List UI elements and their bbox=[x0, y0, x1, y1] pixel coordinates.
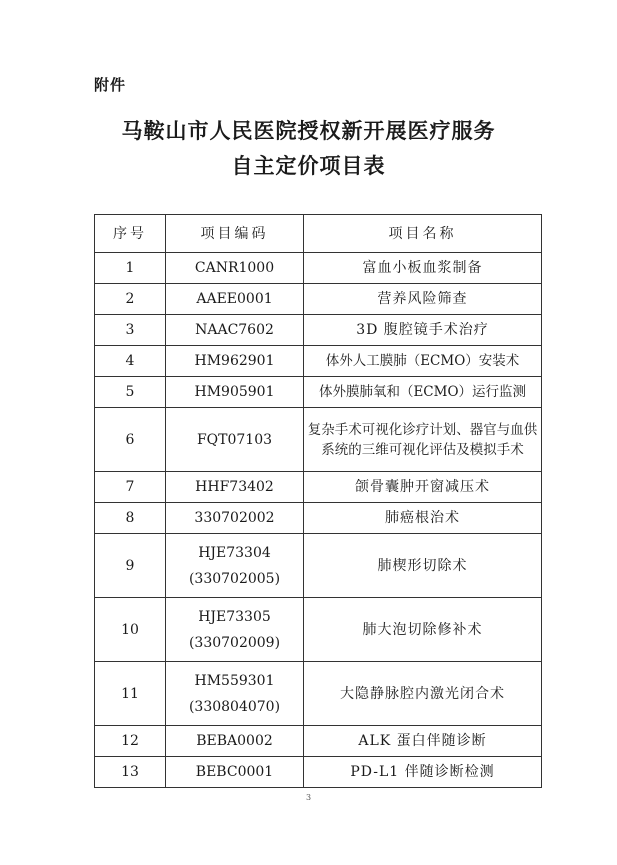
item-name bbox=[304, 408, 542, 472]
column-header-number: 序号 bbox=[95, 215, 166, 253]
item-name-line2: 系统的三维可视化评估及模拟手术 bbox=[321, 441, 524, 458]
item-code: BEBA0002 bbox=[166, 726, 304, 757]
document-title-line1: 马鞍山市人民医院授权新开展医疗服务 bbox=[121, 118, 496, 143]
item-name: 3D 腹腔镜手术治疗 bbox=[304, 315, 542, 346]
row-number: 10 bbox=[95, 598, 166, 662]
row-number: 3 bbox=[95, 315, 166, 346]
item-code-line1: HJE73305 bbox=[198, 608, 271, 625]
item-code: HM962901 bbox=[166, 346, 304, 377]
table-row bbox=[95, 315, 542, 346]
item-code-line2: (330702005) bbox=[188, 570, 281, 587]
item-code-line2: (330804070) bbox=[188, 698, 281, 715]
item-code-line1: HM559301 bbox=[194, 672, 275, 689]
item-code: HHF73402 bbox=[166, 472, 304, 503]
table-row bbox=[95, 346, 542, 377]
item-name: 肺大泡切除修补术 bbox=[304, 598, 542, 662]
item-code: CANR1000 bbox=[166, 253, 304, 284]
item-code: FQT07103 bbox=[166, 408, 304, 472]
row-number: 6 bbox=[95, 408, 166, 472]
item-name: 肺癌根治术 bbox=[304, 503, 542, 534]
item-code: 330702002 bbox=[166, 503, 304, 534]
item-code bbox=[166, 534, 304, 598]
table-row bbox=[95, 377, 542, 408]
table-row bbox=[95, 284, 542, 315]
row-number: 9 bbox=[95, 534, 166, 598]
row-number: 13 bbox=[95, 757, 166, 788]
table-row bbox=[95, 534, 542, 598]
table-row bbox=[95, 757, 542, 788]
item-code-line1: HJE73304 bbox=[198, 544, 271, 561]
attachment-label: 附件 bbox=[94, 76, 127, 94]
table-row bbox=[95, 408, 542, 472]
document-title-line2: 自主定价项目表 bbox=[231, 153, 386, 178]
item-code: NAAC7602 bbox=[166, 315, 304, 346]
table-row bbox=[95, 503, 542, 534]
table-row bbox=[95, 726, 542, 757]
pricing-items-table bbox=[94, 214, 542, 788]
table-row bbox=[95, 253, 542, 284]
item-code: HM905901 bbox=[166, 377, 304, 408]
item-code-line2: (330702009) bbox=[188, 634, 281, 651]
row-number: 2 bbox=[95, 284, 166, 315]
item-name-line1: 复杂手术可视化诊疗计划、器官与血供 bbox=[307, 421, 538, 438]
item-code bbox=[166, 662, 304, 726]
column-header-name: 项目名称 bbox=[304, 215, 542, 253]
table-row bbox=[95, 662, 542, 726]
row-number: 7 bbox=[95, 472, 166, 503]
table-row bbox=[95, 598, 542, 662]
item-code: BEBC0001 bbox=[166, 757, 304, 788]
item-name: PD-L1 伴随诊断检测 bbox=[304, 757, 542, 788]
row-number: 11 bbox=[95, 662, 166, 726]
item-name: 肺楔形切除术 bbox=[304, 534, 542, 598]
item-name: 富血小板血浆制备 bbox=[304, 253, 542, 284]
row-number: 1 bbox=[95, 253, 166, 284]
item-code bbox=[166, 598, 304, 662]
item-name: 营养风险筛查 bbox=[304, 284, 542, 315]
page-number: 3 bbox=[305, 793, 312, 802]
row-number: 5 bbox=[95, 377, 166, 408]
item-name: 颌骨囊肿开窗减压术 bbox=[304, 472, 542, 503]
table-row bbox=[95, 472, 542, 503]
table-header-row bbox=[95, 215, 542, 253]
row-number: 8 bbox=[95, 503, 166, 534]
item-name: 大隐静脉腔内激光闭合术 bbox=[304, 662, 542, 726]
row-number: 4 bbox=[95, 346, 166, 377]
item-name: 体外膜肺氧和（ECMO）运行监测 bbox=[304, 377, 542, 408]
item-name: 体外人工膜肺（ECMO）安装术 bbox=[304, 346, 542, 377]
column-header-code: 项目编码 bbox=[166, 215, 304, 253]
item-name: ALK 蛋白伴随诊断 bbox=[304, 726, 542, 757]
row-number: 12 bbox=[95, 726, 166, 757]
item-code: AAEE0001 bbox=[166, 284, 304, 315]
